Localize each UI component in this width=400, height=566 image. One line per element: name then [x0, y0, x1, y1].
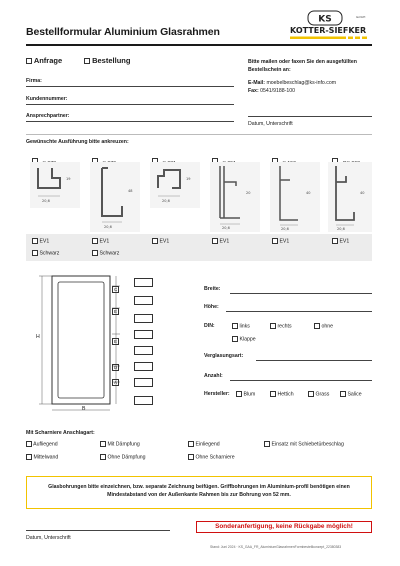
hinge-einliegend[interactable]: [188, 441, 220, 447]
finish-checkbox[interactable]: [272, 238, 278, 244]
din-links-option[interactable]: [232, 323, 250, 329]
hinge-label: Mittelwand: [33, 454, 59, 461]
finish-label: EV1: [219, 238, 230, 245]
dim-label-e-bottom: E: [114, 339, 118, 344]
profile-k051-width: 20,6: [222, 226, 230, 230]
hersteller-grass-label: Grass: [315, 391, 330, 398]
dim-label-b: B: [82, 406, 86, 412]
finish-gk063-ev1[interactable]: [332, 238, 349, 244]
hersteller-hettich-option[interactable]: [270, 391, 294, 397]
bottom-date-sign-label: Datum, Unterschrift: [26, 535, 71, 541]
din-ohne-label: ohne: [321, 323, 333, 330]
dim-input-6[interactable]: [134, 362, 153, 371]
finish-checkbox[interactable]: [32, 238, 38, 244]
hinges-heading: Mit Scharniere Anschlagart:: [26, 430, 95, 436]
profile-k081-drawing: [150, 162, 200, 208]
ks-logo-icon: [290, 10, 372, 40]
no-return-warning-text: Sonderanfertigung, keine Rückgabe möglich!: [215, 523, 353, 530]
finish-label: EV1: [159, 238, 170, 245]
fax-label: Fax:: [248, 88, 259, 94]
din-rechts-option[interactable]: [270, 323, 292, 329]
finish-label: EV1: [279, 238, 290, 245]
breite-field[interactable]: [230, 293, 372, 294]
finish-label: EV1: [39, 238, 50, 245]
dim-input-1[interactable]: [134, 278, 153, 287]
profile-k150-drawing: [270, 162, 320, 232]
hinge-label: Einliegend: [195, 441, 220, 448]
drilling-note-text: Glasbohrungen bitte einzeichnen, bzw. separate Zeichnung beifügen. Griffbohrungen im Aluminium-profil benötigen einen Mindestabstand von der Außenkante Rahmen bis zur Bohrung von 52 mm.: [48, 484, 350, 498]
finish-k078-schwarz[interactable]: [32, 250, 59, 256]
profile-k081-width: 20,6: [162, 199, 170, 203]
hersteller-hettich-checkbox[interactable]: [270, 391, 276, 397]
bestellung-checkbox[interactable]: [84, 58, 90, 64]
finish-k078-ev1[interactable]: [32, 238, 49, 244]
dim-input-3[interactable]: [134, 314, 153, 323]
profile-k078-height: 19: [66, 177, 71, 181]
profiles-row: [26, 152, 372, 232]
profiles-heading: Gewünschte Ausführung bitte ankreuzen:: [26, 139, 129, 145]
dim-input-7[interactable]: [134, 378, 153, 387]
hinge-label: Aufliegend: [33, 441, 58, 448]
hersteller-salice-label: Salice: [347, 391, 362, 398]
section-divider: [26, 134, 372, 135]
bestellung-option[interactable]: [84, 56, 130, 65]
anfrage-label: Anfrage: [33, 56, 63, 65]
finish-checkbox[interactable]: [212, 238, 218, 244]
top-signature-line[interactable]: [248, 116, 372, 117]
hinge-ohne-daempfung[interactable]: [100, 454, 146, 460]
dim-input-8[interactable]: [134, 396, 153, 405]
firma-field[interactable]: [26, 86, 234, 87]
hersteller-grass-option[interactable]: [308, 391, 329, 397]
hinge-label: Mit Dämpfung: [107, 441, 140, 448]
finish-checkbox[interactable]: [92, 238, 98, 244]
finish-label: Schwarz: [39, 250, 60, 257]
din-links-checkbox[interactable]: [232, 323, 238, 329]
hinge-mittelwand[interactable]: [26, 454, 58, 460]
hinge-checkbox[interactable]: [100, 454, 106, 460]
profile-gk063-height: 40: [360, 191, 365, 195]
hersteller-blum-checkbox[interactable]: [236, 391, 242, 397]
finish-label: Schwarz: [99, 250, 120, 257]
finish-k070-schwarz[interactable]: [92, 250, 119, 256]
finish-checkbox[interactable]: [92, 250, 98, 256]
din-ohne-checkbox[interactable]: [314, 323, 320, 329]
firma-label: Firma:: [26, 78, 42, 84]
dim-label-h: H: [36, 334, 40, 340]
page-title: Bestellformular Aluminium Glasrahmen: [26, 26, 220, 38]
verglasungsart-field[interactable]: [256, 360, 372, 361]
svg-text:GmbH: GmbH: [356, 15, 366, 19]
drilling-note: [26, 476, 372, 509]
dim-label-a: A: [114, 380, 118, 385]
anzahl-field[interactable]: [230, 380, 372, 381]
finish-checkbox[interactable]: [32, 250, 38, 256]
dim-input-5[interactable]: [134, 346, 153, 355]
fax-number: 0541/9188-100: [260, 88, 296, 94]
hinge-schiebetuer[interactable]: [264, 441, 344, 447]
finishes-band: [26, 234, 372, 261]
profile-gk063-width: 20,6: [337, 227, 345, 231]
din-klappe-option[interactable]: [232, 336, 256, 342]
din-rechts-checkbox[interactable]: [270, 323, 276, 329]
finish-label: EV1: [99, 238, 110, 245]
ansprechpartner-label: Ansprechpartner:: [26, 113, 70, 119]
hersteller-grass-checkbox[interactable]: [308, 391, 314, 397]
hinge-label: Einsatz mit Schiebetürbeschlag: [271, 441, 344, 448]
svg-text:KS: KS: [318, 14, 332, 25]
dim-label-e-top: E: [114, 309, 118, 314]
hersteller-salice-checkbox[interactable]: [340, 391, 346, 397]
profile-k070-height: 48: [128, 189, 133, 193]
din-klappe-checkbox[interactable]: [232, 336, 238, 342]
profile-k051-drawing: [210, 162, 260, 232]
profile-k078-width: 20,6: [42, 199, 50, 203]
fax-line: [248, 88, 295, 94]
finish-checkbox[interactable]: [332, 238, 338, 244]
hoehe-label: Höhe:: [204, 304, 219, 310]
kundennummer-field[interactable]: [26, 104, 234, 105]
profile-k081-height: 19: [186, 177, 191, 181]
company-logo: [290, 10, 372, 40]
dim-label-d: D: [114, 365, 118, 370]
no-return-warning: [196, 521, 372, 533]
din-rechts-label: rechts: [277, 323, 292, 330]
profile-k078-drawing: [30, 162, 80, 208]
finish-k081-ev1[interactable]: [152, 238, 169, 244]
hinge-checkbox[interactable]: [188, 454, 194, 460]
hersteller-blum-option[interactable]: [236, 391, 255, 397]
send-instructions: Bitte mailen oder faxen Sie den ausgefüllten Bestellschein an:: [248, 59, 357, 73]
dim-label-c: C: [114, 287, 118, 292]
finish-k051-ev1[interactable]: [212, 238, 229, 244]
hinge-label: Ohne Dämpfung: [107, 454, 146, 461]
dim-input-4[interactable]: [134, 330, 153, 339]
finish-label: EV1: [339, 238, 350, 245]
hersteller-blum-label: Blum: [243, 391, 256, 398]
profile-k070-width: 20,6: [104, 225, 112, 229]
anzahl-label: Anzahl:: [204, 373, 223, 379]
email-line: [248, 80, 336, 86]
hinge-checkbox[interactable]: [188, 441, 194, 447]
ansprechpartner-field[interactable]: [26, 121, 234, 122]
email-label: E-Mail:: [248, 80, 266, 86]
bottom-signature-line[interactable]: [26, 530, 170, 531]
email-address[interactable]: moebelbeschlag@ks-info.com: [266, 80, 337, 86]
hersteller-hettich-label: Hettich: [277, 391, 294, 398]
hinge-checkbox[interactable]: [26, 454, 32, 460]
finish-k150-ev1[interactable]: [272, 238, 289, 244]
profile-k150-width: 20,6: [281, 227, 289, 231]
din-ohne-option[interactable]: [314, 323, 333, 329]
profile-gk063-drawing: [328, 162, 372, 232]
finish-k070-ev1[interactable]: [92, 238, 109, 244]
hoehe-field[interactable]: [226, 311, 372, 312]
hinge-ohne-scharniere[interactable]: [188, 454, 235, 460]
breite-label: Breite:: [204, 286, 221, 292]
hinge-label: Ohne Scharniere: [195, 454, 235, 461]
hersteller-label: Hersteller:: [204, 391, 230, 397]
hinge-mit-daempfung[interactable]: [100, 441, 140, 447]
footer-small-print: Stand: Juni 2024 · KS_GAA_FR_AluminiumGlasrahmenFormbestellkonzept_22380383: [210, 545, 342, 549]
kundennummer-label: Kundennummer:: [26, 96, 68, 102]
profile-k070-drawing: [90, 162, 140, 232]
hersteller-salice-option[interactable]: [340, 391, 362, 397]
din-label: DIN:: [204, 323, 215, 329]
hinge-aufliegend[interactable]: [26, 441, 58, 447]
svg-text:KOTTER-SIEFKER: KOTTER-SIEFKER: [290, 26, 367, 35]
top-date-sign-label: Datum, Unterschrift: [248, 121, 293, 127]
anfrage-checkbox[interactable]: [26, 58, 32, 64]
profile-k150-height: 40: [306, 191, 311, 195]
hinge-checkbox[interactable]: [26, 441, 32, 447]
title-divider: [26, 44, 372, 46]
hinge-checkbox[interactable]: [100, 441, 106, 447]
profile-k051-height: 20: [246, 191, 251, 195]
bestellung-label: Bestellung: [92, 56, 131, 65]
hinge-checkbox[interactable]: [264, 441, 270, 447]
din-links-label: links: [239, 323, 250, 330]
dim-input-2[interactable]: [134, 296, 153, 305]
verglasungsart-label: Verglasungsart:: [204, 353, 244, 359]
finish-checkbox[interactable]: [152, 238, 158, 244]
din-klappe-label: Klappe: [239, 336, 256, 343]
anfrage-option[interactable]: [26, 56, 62, 65]
